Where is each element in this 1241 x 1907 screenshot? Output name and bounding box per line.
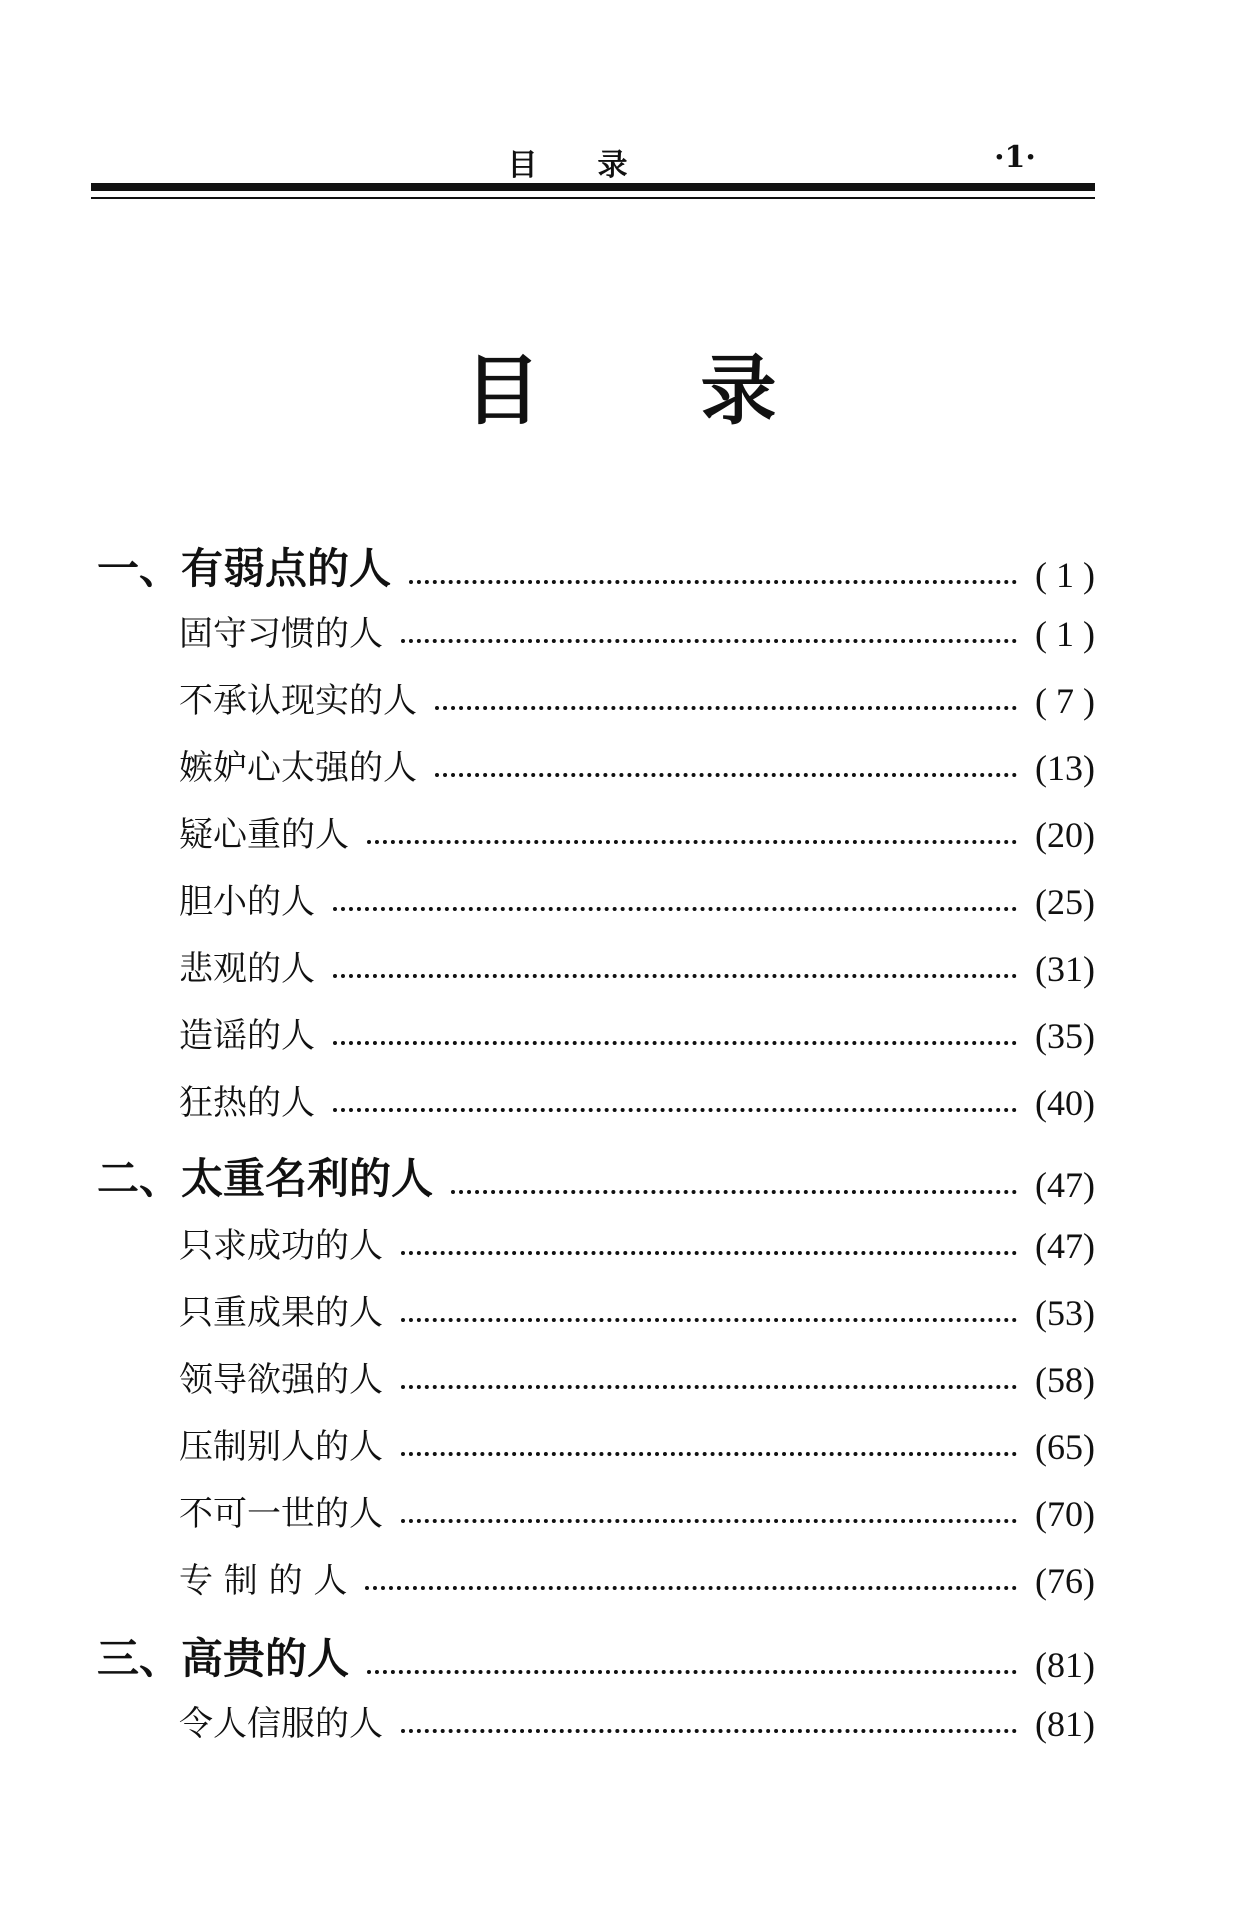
- toc-entry-label: 嫉妒心太强的人: [179, 748, 417, 788]
- toc-entry-page-number: (47): [1035, 1226, 1095, 1266]
- toc-entry-page-number: ( 7 ): [1035, 681, 1095, 721]
- dot-leader: [333, 1108, 1017, 1112]
- toc-section-entry: [179, 1352, 1095, 1401]
- toc-chapter-entry: [97, 1626, 1095, 1686]
- toc-section-entry: [179, 1419, 1095, 1468]
- dot-leader: [333, 907, 1017, 911]
- toc-entry-label: 二、太重名利的人: [97, 1154, 434, 1203]
- toc-entry-label: 疑心重的人: [179, 815, 349, 855]
- toc-entry-page-number: (40): [1035, 1083, 1095, 1123]
- toc-section-entry: [179, 1008, 1095, 1057]
- header-rule-thick: [91, 183, 1095, 191]
- toc-entry-page-number: ( 1 ): [1035, 614, 1095, 654]
- toc-entry-page-number: (25): [1035, 882, 1095, 922]
- toc-section-entry: [179, 874, 1095, 923]
- toc-entry-page-number: (76): [1035, 1561, 1095, 1601]
- toc-entry-page-number: (13): [1035, 748, 1095, 788]
- toc-entry-page-number: (81): [1035, 1645, 1095, 1685]
- toc-section-entry: [179, 1218, 1095, 1267]
- dot-leader: [435, 706, 1017, 710]
- toc-section-entry: [179, 673, 1095, 722]
- toc-section-entry: [179, 1553, 1095, 1602]
- toc-entry-page-number: (65): [1035, 1427, 1095, 1467]
- toc-entry-page-number: (47): [1035, 1165, 1095, 1205]
- toc-entry-page-number: (35): [1035, 1016, 1095, 1056]
- toc-entry-label: 领导欲强的人: [179, 1360, 383, 1400]
- dot-leader: [401, 1318, 1017, 1322]
- toc-section-entry: [179, 1285, 1095, 1334]
- toc-entry-page-number: ( 1 ): [1035, 555, 1095, 595]
- toc-section-entry: [179, 807, 1095, 856]
- dot-leader: [401, 639, 1017, 643]
- toc-section-entry: [179, 1486, 1095, 1535]
- dot-leader: [401, 1519, 1017, 1523]
- dot-leader: [451, 1190, 1017, 1194]
- toc-section-entry: [179, 1075, 1095, 1124]
- toc-entry-page-number: (31): [1035, 949, 1095, 989]
- toc-entry-label: 压制别人的人: [179, 1427, 383, 1467]
- toc-entry-page-number: (53): [1035, 1293, 1095, 1333]
- toc-entry-label: 不承认现实的人: [179, 681, 417, 721]
- dot-leader: [365, 1586, 1017, 1590]
- toc-entry-label: 一、有弱点的人: [97, 544, 392, 593]
- toc-entry-label: 悲观的人: [179, 949, 315, 989]
- toc-entry-page-number: (81): [1035, 1704, 1095, 1744]
- toc-section-entry: [179, 606, 1095, 655]
- toc-entry-label: 狂热的人: [179, 1083, 315, 1123]
- toc-entry-label: 固守习惯的人: [179, 614, 383, 654]
- dot-leader: [401, 1452, 1017, 1456]
- toc-entry-label: 令人信服的人: [179, 1704, 383, 1744]
- dot-leader: [401, 1729, 1017, 1733]
- dot-leader: [409, 580, 1017, 584]
- toc-entry-page-number: (70): [1035, 1494, 1095, 1534]
- dot-leader: [333, 974, 1017, 978]
- toc-entry-label: 胆小的人: [179, 882, 315, 922]
- running-header-title: 目录: [507, 148, 688, 183]
- toc-entry-label: 专 制 的 人: [179, 1561, 348, 1601]
- toc-section-entry: [179, 941, 1095, 990]
- dot-leader: [367, 840, 1017, 844]
- toc-section-entry: [179, 740, 1095, 789]
- toc-entry-label: 只重成果的人: [179, 1293, 383, 1333]
- toc-entry-label: 不可一世的人: [179, 1494, 383, 1534]
- toc-entry-label: 三、高贵的人: [97, 1634, 350, 1683]
- dot-leader: [333, 1041, 1017, 1045]
- page-title: 目录: [464, 346, 937, 435]
- toc-chapter-entry: [97, 1146, 1095, 1206]
- toc-entry-page-number: (58): [1035, 1360, 1095, 1400]
- toc-entry-label: 只求成功的人: [179, 1226, 383, 1266]
- dot-leader: [401, 1251, 1017, 1255]
- toc-entry-page-number: (20): [1035, 815, 1095, 855]
- toc-section-entry: [179, 1696, 1095, 1745]
- dot-leader: [401, 1385, 1017, 1389]
- running-header-page-number: ·1·: [994, 140, 1036, 175]
- toc-chapter-entry: [97, 536, 1095, 596]
- header-rule-thin: [91, 197, 1095, 199]
- dot-leader: [367, 1670, 1017, 1674]
- dot-leader: [435, 773, 1017, 777]
- toc-entry-label: 造谣的人: [179, 1016, 315, 1056]
